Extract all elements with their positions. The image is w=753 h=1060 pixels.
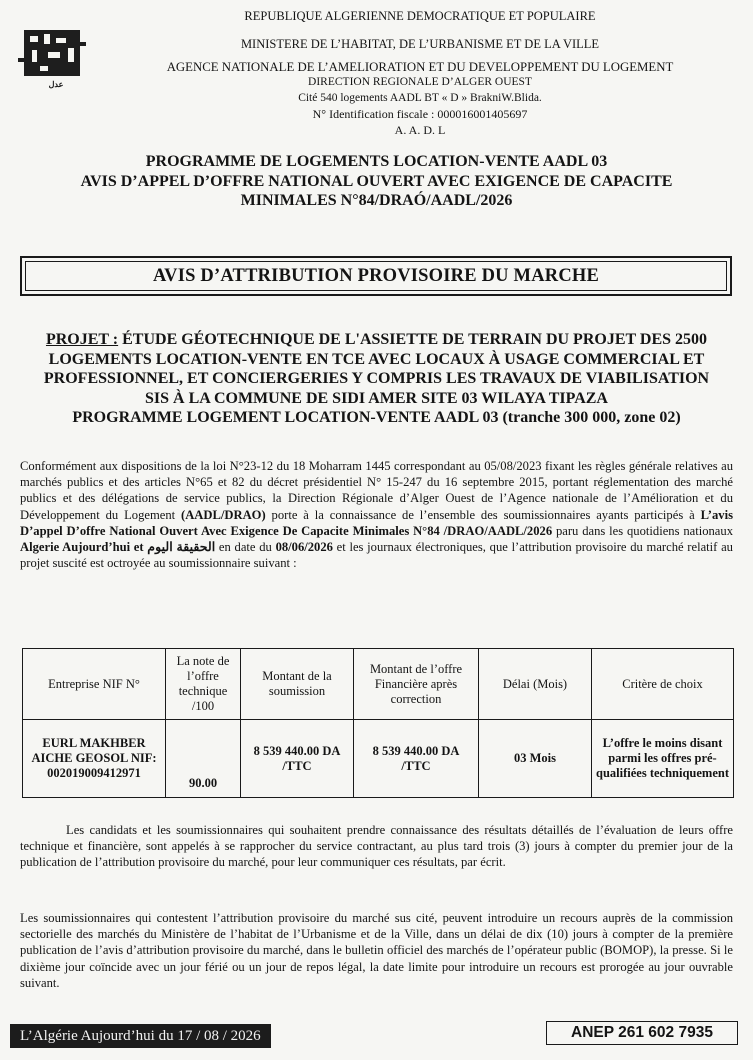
header-nif: N° Identification fiscale : 000016001405697 [312, 107, 528, 121]
header-adresse: Cité 540 logements AADL BT « D » BrakniW.Blida. [298, 92, 542, 104]
cell-montant-corrige: 8 539 440.00 DA /TTC [354, 720, 479, 798]
col-montant-corrige: Montant de l’offre Financière après correction [354, 649, 479, 720]
intro-paragraph [20, 458, 733, 571]
recours-paragraph: Les soumissionnaires qui contestent l’attribution provisoire du marché sus cité, peuvent introduire un recours auprès de la commission sectorielle des marchés du Ministère de l’habitat de l’Urbanisme et de la Ville, dans un délai de dix (10) jours à compter de la première publication de l’avis d’attribution provisoire du marché, dans le bulletin officiel des marchés de l’opérateur public (BOMOP), la presse. Si le dixième jour coïncide avec un jour férié ou un jour de repos légal, la date limite pour introduire un recours est prorogée au jour ouvrable suivant. [20, 911, 733, 990]
journal-footer: L’Algérie Aujourd’hui du 17 / 08 / 2026 [10, 1024, 271, 1048]
avis-numero: MINIMALES N°84/DRAÓ/AADL/2026 [240, 192, 513, 209]
projet-line-4: SIS À LA COMMUNE DE SIDI AMER SITE 03 WILAYA TIPAZA [145, 389, 608, 407]
intro-text-4: en date du [215, 540, 276, 555]
projet-line-5: PROGRAMME LOGEMENT LOCATION-VENTE AADL 03 (tranche 300 000, zone 02) [72, 409, 681, 426]
header-direction: DIRECTION REGIONALE D’ALGER OUEST [308, 76, 532, 88]
table-row [23, 720, 734, 798]
logo-caption: عدل [48, 80, 64, 89]
intro-aadl-drao: (AADL/DRAO) [181, 507, 266, 522]
projet-line-1: ÉTUDE GÉOTECHNIQUE DE L'ASSIETTE DE TERRAIN DU PROJET DES 2500 [118, 331, 708, 348]
projet-label: PROJET : [45, 331, 119, 348]
avis-appel-offre: AVIS D’APPEL D’OFFRE NATIONAL OUVERT AVEC EXIGENCE DE CAPACITE [80, 173, 673, 190]
resultats-paragraph: Les candidats et les soumissionnaires qui souhaitent prendre connaissance des résultats détaillés de l’évaluation de leurs offre technique et financière, sont appelés à se rapprocher du service contractant, au plus tard trois (3) jours à compter du premier jour de la publication de l’attribution provisoire du marché, pour leur communiquer ces résultats, par écrit. [20, 823, 733, 870]
banner-title: AVIS D’ATTRIBUTION PROVISOIRE DU MARCHE [152, 265, 600, 286]
aadl-logo [18, 28, 92, 94]
anep-reference: ANEP 261 602 7935 [546, 1021, 738, 1045]
projet-line-2: LOGEMENTS LOCATION-VENTE EN TCE AVEC LOCAUX À USAGE COMMERCIAL ET [48, 350, 705, 368]
intro-text-1: Conformément aux dispositions de la loi N°23-12 du 18 Moharram 1445 correspondant au 05/08/2023 fixant les règles générale relatives au marchés publics et des articles N°65 et 82 du décret présidentiel N° 15-247 du 16 septembre 2015, portant réglementation des marché publics et des délégations de service publics, la Direction Régionale d’Alger Ouest de l’Agence nationale de l’Amélioration et du Développement du Logement [20, 459, 733, 522]
header-aadl: A. A. D. L [394, 123, 446, 137]
intro-avis-ref: L’avis D’appel D’offre National Ouvert Avec Exigence De Capacite Minimales N°84 /DRAO/AADL/2026 [20, 507, 733, 538]
intro-journaux: Algerie Aujourd’hui et الحقيقة اليوم [20, 540, 216, 555]
header-agence: AGENCE NATIONALE DE L’AMELIORATION ET DU DEVELOPPEMENT DU LOGEMENT [166, 60, 674, 74]
projet-block [20, 330, 733, 428]
cell-delai: 03 Mois [479, 720, 592, 798]
programme-title: PROGRAMME DE LOGEMENTS LOCATION-VENTE AADL 03 [145, 153, 608, 170]
attribution-banner [20, 256, 732, 296]
col-montant: Montant de la soumission [241, 649, 354, 720]
projet-line-3: PROFESSIONNEL, ET CONCIERGERIES Y COMPRIS LES TRAVAUX DE VIABILISATION [43, 370, 710, 387]
attribution-table [22, 648, 734, 798]
cell-note: 90.00 [166, 720, 241, 798]
intro-text-5: et les journaux électroniques, que l’attribution provisoire du marché relatif au projet suscité est octroyée au soumissionnaire suivant : [20, 540, 733, 571]
cell-entreprise: EURL MAKHBER AICHE GEOSOL NIF: 002019009412971 [23, 720, 166, 798]
intro-text-2: porte à la connaissance de l’ensemble des soumissionnaires ayants participés à [265, 507, 701, 522]
cell-montant: 8 539 440.00 DA /TTC [241, 720, 354, 798]
cell-critere: L’offre le moins disant parmi les offres pré-qualifiées techniquement [592, 720, 734, 798]
intro-date: 08/06/2026 [275, 540, 333, 555]
col-note: La note de l’offre technique /100 [166, 649, 241, 720]
table-header-row [23, 649, 734, 720]
col-delai: Délai (Mois) [479, 649, 592, 720]
header-republique: REPUBLIQUE ALGERIENNE DEMOCRATIQUE ET POPULAIRE [244, 9, 596, 23]
col-critere: Critère de choix [592, 649, 734, 720]
header-ministere: MINISTERE DE L’HABITAT, DE L’URBANISME ET DE LA VILLE [240, 37, 600, 51]
intro-text-3: paru dans les quotidiens nationaux [552, 523, 733, 538]
col-entreprise: Entreprise NIF N° [23, 649, 166, 720]
